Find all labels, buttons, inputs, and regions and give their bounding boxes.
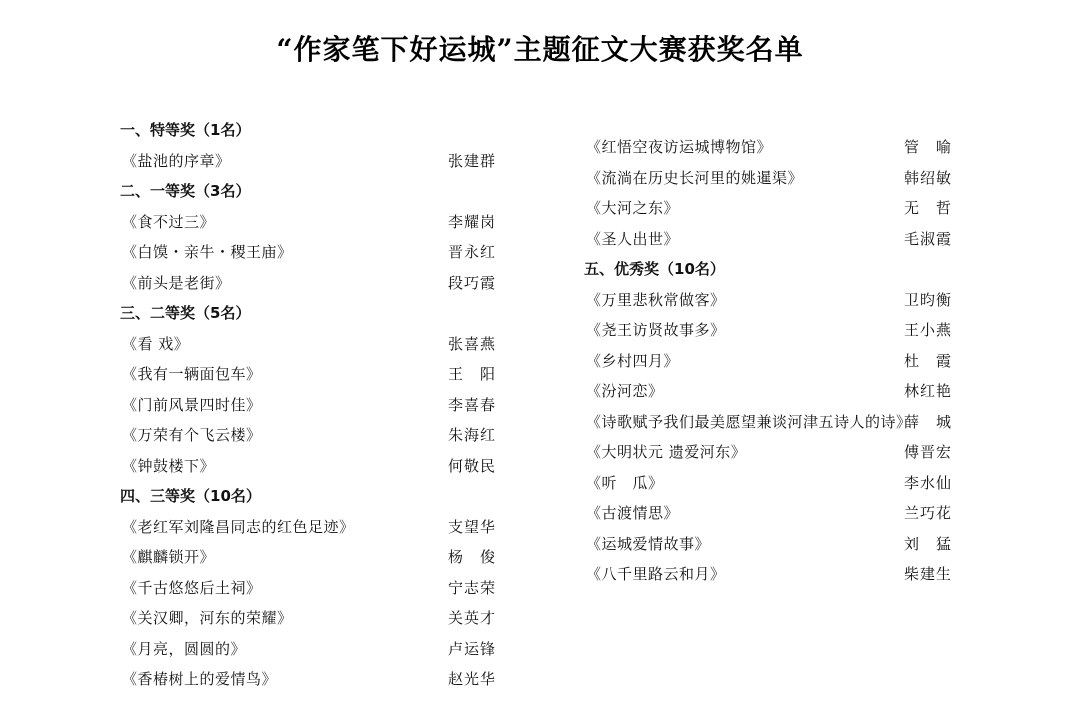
author-name: 宁志荣	[448, 578, 497, 597]
work-title: 《我有一辆面包车》	[122, 365, 262, 383]
work-title: 《食不过三》	[122, 212, 216, 231]
author-name: 韩绍敏	[904, 168, 953, 187]
author-name: 支望华	[448, 517, 497, 536]
work-title: 《麒麟锁开》	[122, 548, 216, 566]
author-name: 王 阳	[448, 365, 497, 383]
author-name: 薛 城	[904, 412, 953, 431]
work-title: 《八千里路云和月》	[586, 565, 726, 583]
author-name: 张建群	[448, 151, 497, 170]
section-heading: 一、特等奖（1名）	[120, 121, 251, 139]
work-title: 《汾河恋》	[586, 382, 664, 400]
author-name: 何敬民	[448, 456, 497, 475]
author-name: 李喜春	[448, 395, 497, 414]
author-name: 柴建生	[904, 565, 953, 583]
work-title: 《万里悲秋常做客》	[586, 290, 726, 309]
work-title: 《乡村四月》	[586, 351, 680, 370]
work-title: 《香椿树上的爱情鸟》	[122, 670, 278, 688]
work-title: 《白馍・亲牛・稷王庙》	[122, 243, 293, 261]
author-name: 兰巧花	[904, 504, 953, 522]
author-name: 李水仙	[904, 473, 953, 492]
work-title: 《古渡情思》	[586, 504, 680, 522]
work-title: 《月亮，圆圆的》	[122, 639, 247, 658]
work-title: 《门前风景四时佳》	[122, 395, 262, 414]
work-title: 《运城爱情故事》	[586, 534, 711, 553]
author-name: 朱海红	[448, 426, 497, 444]
work-title: 《圣人出世》	[586, 229, 680, 248]
work-title: 《关汉卿，河东的荣耀》	[122, 609, 293, 627]
work-title: 《听 瓜》	[586, 473, 664, 492]
work-title: 《流淌在历史长河里的姚暹渠》	[586, 168, 804, 187]
work-title: 《看 戏》	[122, 334, 190, 353]
author-name: 卫昀衡	[904, 290, 953, 309]
author-name: 卢运锋	[448, 639, 497, 658]
section-heading: 五、优秀奖（10名）	[584, 260, 725, 278]
author-name: 赵光华	[448, 670, 497, 688]
author-name: 杜 霞	[904, 351, 953, 370]
work-title: 《盐池的序章》	[122, 151, 231, 170]
author-name: 段巧霞	[448, 273, 497, 292]
work-title: 《钟鼓楼下》	[122, 456, 216, 475]
work-title: 《千古悠悠后土祠》	[122, 578, 262, 597]
work-title: 《万荣有个飞云楼》	[122, 426, 262, 444]
section-heading: 三、二等奖（5名）	[120, 304, 251, 322]
author-name: 无 哲	[904, 199, 953, 217]
author-name: 李耀岗	[448, 212, 497, 231]
work-title: 《老红军刘隆昌同志的红色足迹》	[122, 517, 355, 536]
author-name: 管 喻	[904, 138, 953, 156]
section-heading: 四、三等奖（10名）	[120, 487, 261, 505]
work-title: 《大明状元 遗爱河东》	[586, 443, 747, 461]
work-title: 《大河之东》	[586, 199, 680, 217]
author-name: 刘 猛	[904, 534, 953, 553]
work-title: 《前头是老街》	[122, 273, 231, 292]
author-name: 林红艳	[904, 382, 953, 400]
author-name: 王小燕	[904, 321, 953, 339]
author-name: 晋永红	[448, 243, 497, 261]
work-title: 《红悟空夜访运城博物馆》	[586, 138, 773, 156]
author-name: 傅晋宏	[904, 443, 953, 461]
author-name: 杨 俊	[448, 548, 497, 566]
work-title: 《诗歌赋予我们最美愿望兼谈河津五诗人的诗》	[586, 412, 912, 431]
page-title: “作家笔下好运城”主题征文大赛获奖名单	[276, 33, 804, 66]
work-title: 《尧王访贤故事多》	[586, 321, 726, 339]
author-name: 张喜燕	[448, 334, 497, 353]
author-name: 关英才	[448, 609, 497, 627]
author-name: 毛淑霞	[904, 229, 953, 248]
section-heading: 二、一等奖（3名）	[120, 182, 251, 200]
